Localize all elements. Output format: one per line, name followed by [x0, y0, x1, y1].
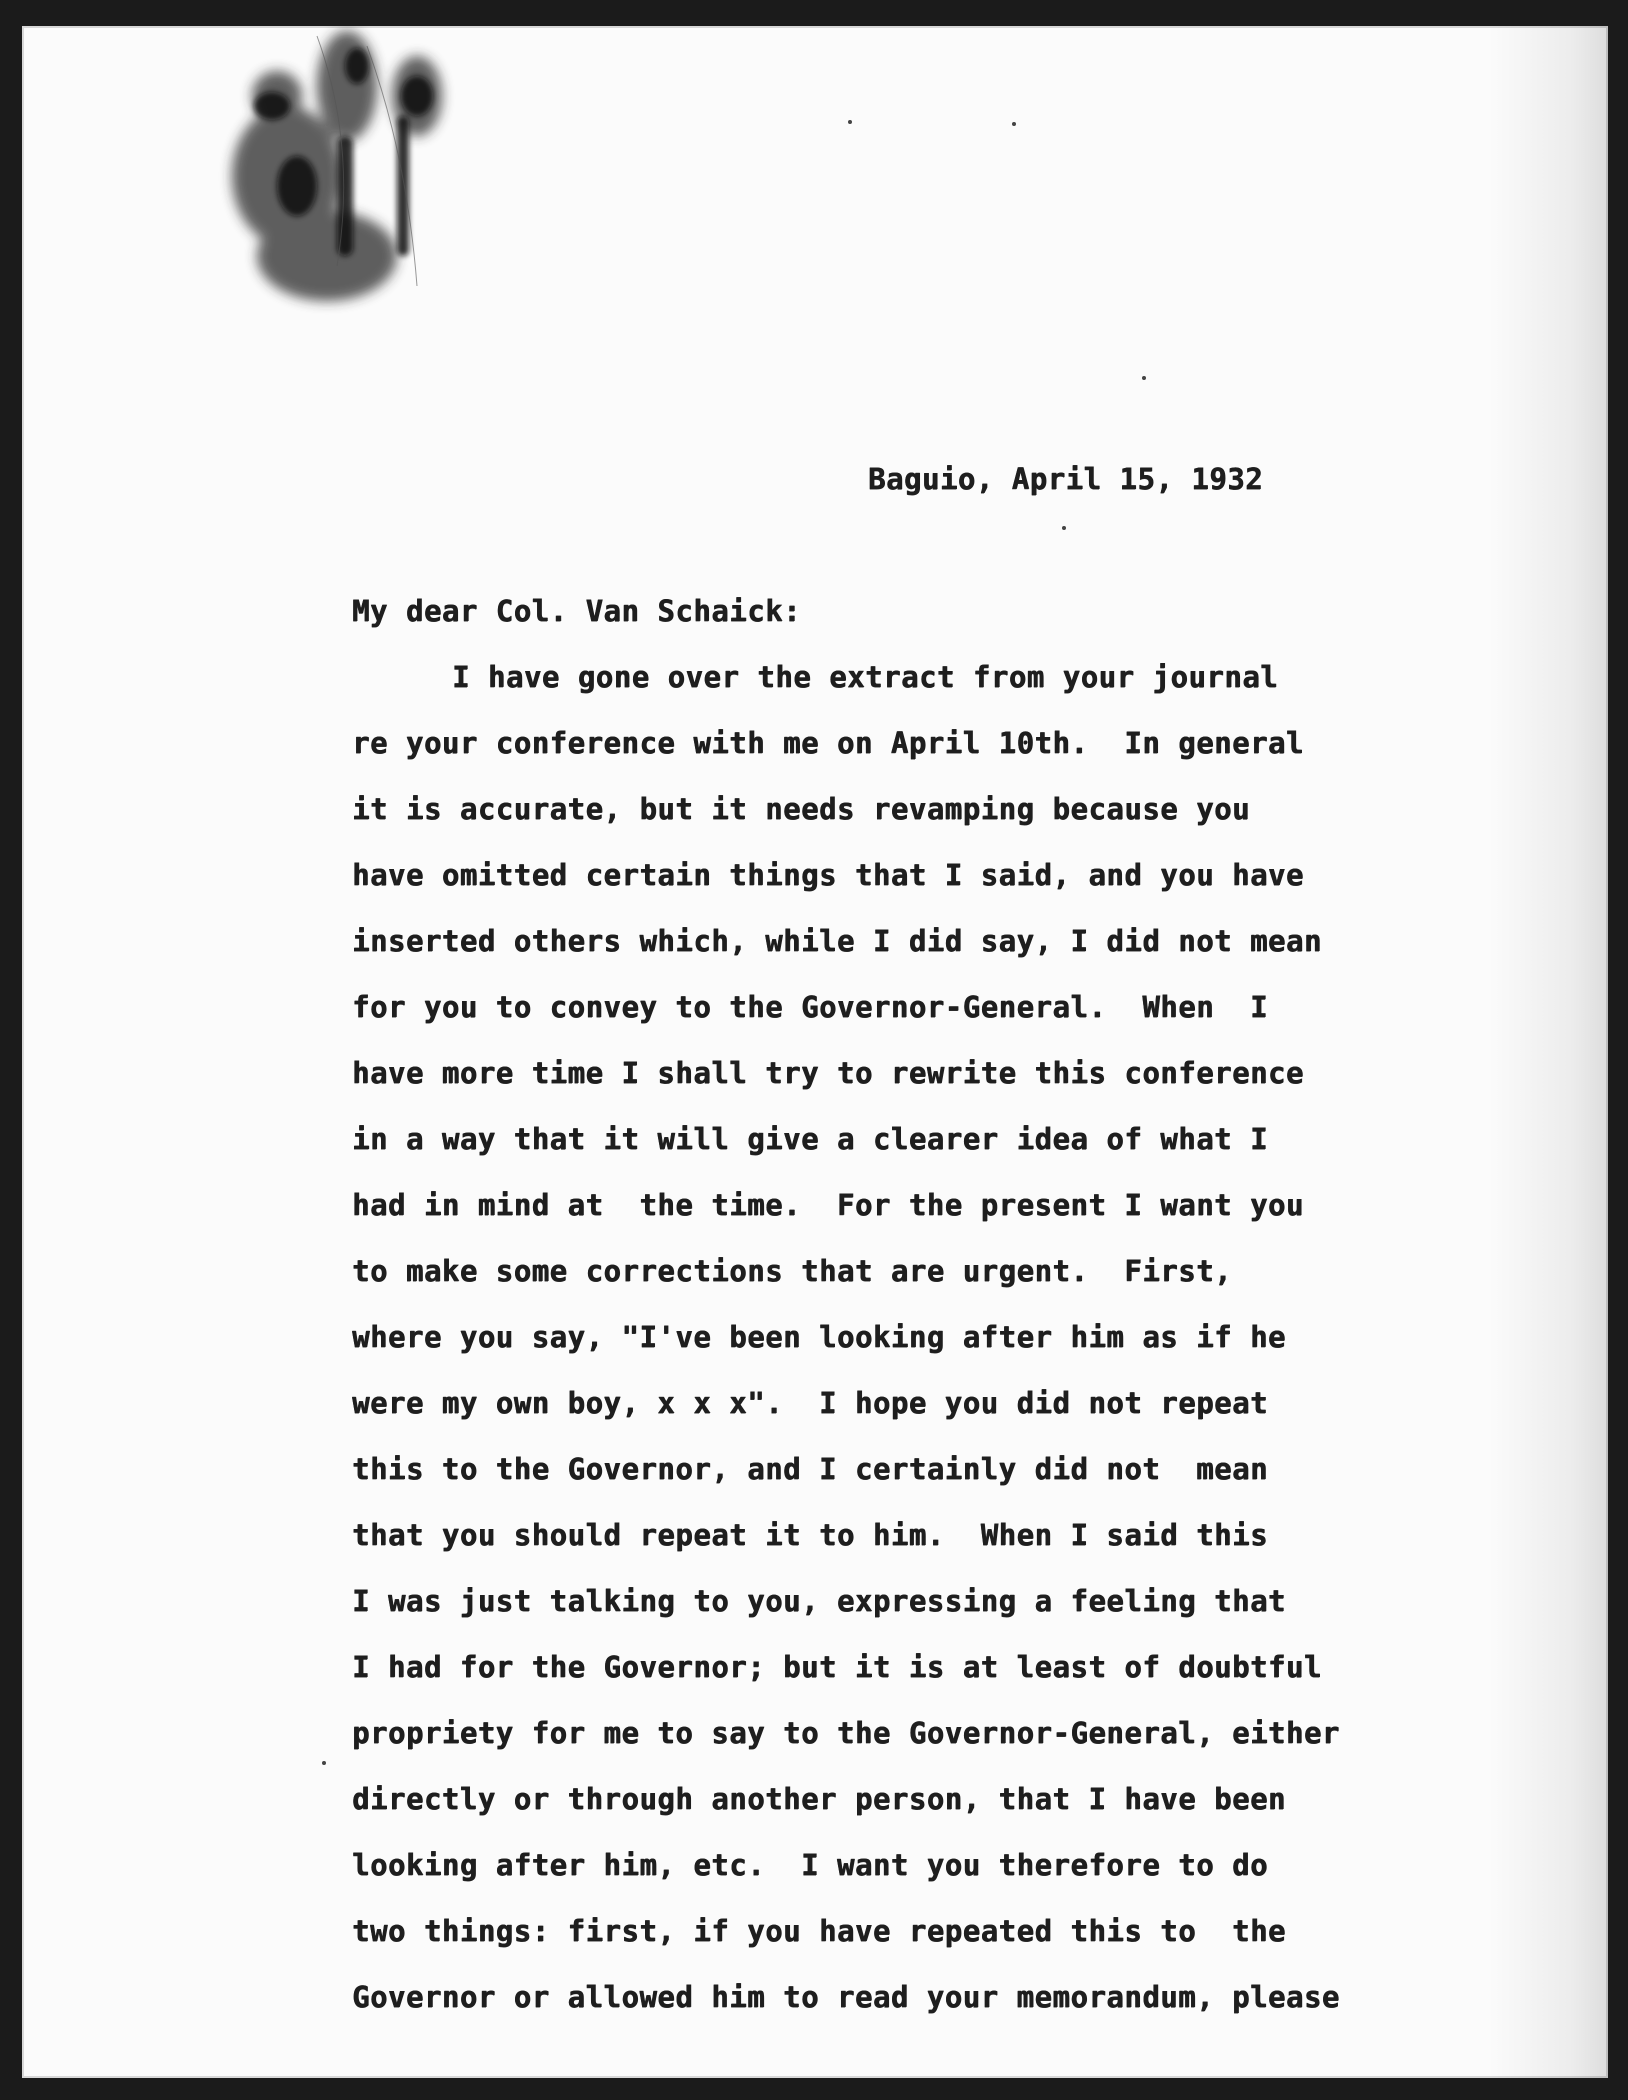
body-line: I had for the Governor; but it is at least of doubtful [352, 1650, 1322, 1684]
salutation: My dear Col. Van Schaick: [352, 594, 801, 628]
body-line: to make some corrections that are urgent. First, [352, 1254, 1233, 1288]
body-line: inserted others which, while I did say, I did not mean [352, 924, 1322, 958]
body-line: propriety for me to say to the Governor-General, either [352, 1716, 1340, 1750]
body-line: in a way that it will give a clearer idea of what I [352, 1122, 1268, 1156]
body-line: it is accurate, but it needs revamping because you [352, 792, 1250, 826]
body-line: I have gone over the extract from your journal [452, 660, 1279, 694]
typed-letter [22, 26, 1608, 2078]
body-line: directly or through another person, that I have been [352, 1782, 1286, 1816]
body-line: for you to convey to the Governor-General. When I [352, 990, 1268, 1024]
body-line: looking after him, etc. I want you therefore to do [352, 1848, 1268, 1882]
body-line: that you should repeat it to him. When I said this [352, 1518, 1268, 1552]
body-line: have omitted certain things that I said, and you have [352, 858, 1304, 892]
body-line: I was just talking to you, expressing a feeling that [352, 1584, 1286, 1618]
dateline: Baguio, April 15, 1932 [868, 462, 1264, 496]
body-line: were my own boy, x x x". I hope you did not repeat [352, 1386, 1268, 1420]
body-line: re your conference with me on April 10th. In general [352, 726, 1304, 760]
body-line: where you say, "I've been looking after him as if he [352, 1320, 1286, 1354]
letter-sheet [22, 26, 1608, 2078]
body-line: Governor or allowed him to read your memorandum, please [352, 1980, 1340, 2014]
body-line: this to the Governor, and I certainly did not mean [352, 1452, 1268, 1486]
body-line: two things: first, if you have repeated this to the [352, 1914, 1286, 1948]
body-line: have more time I shall try to rewrite this conference [352, 1056, 1304, 1090]
body-line: had in mind at the time. For the present I want you [352, 1188, 1304, 1222]
